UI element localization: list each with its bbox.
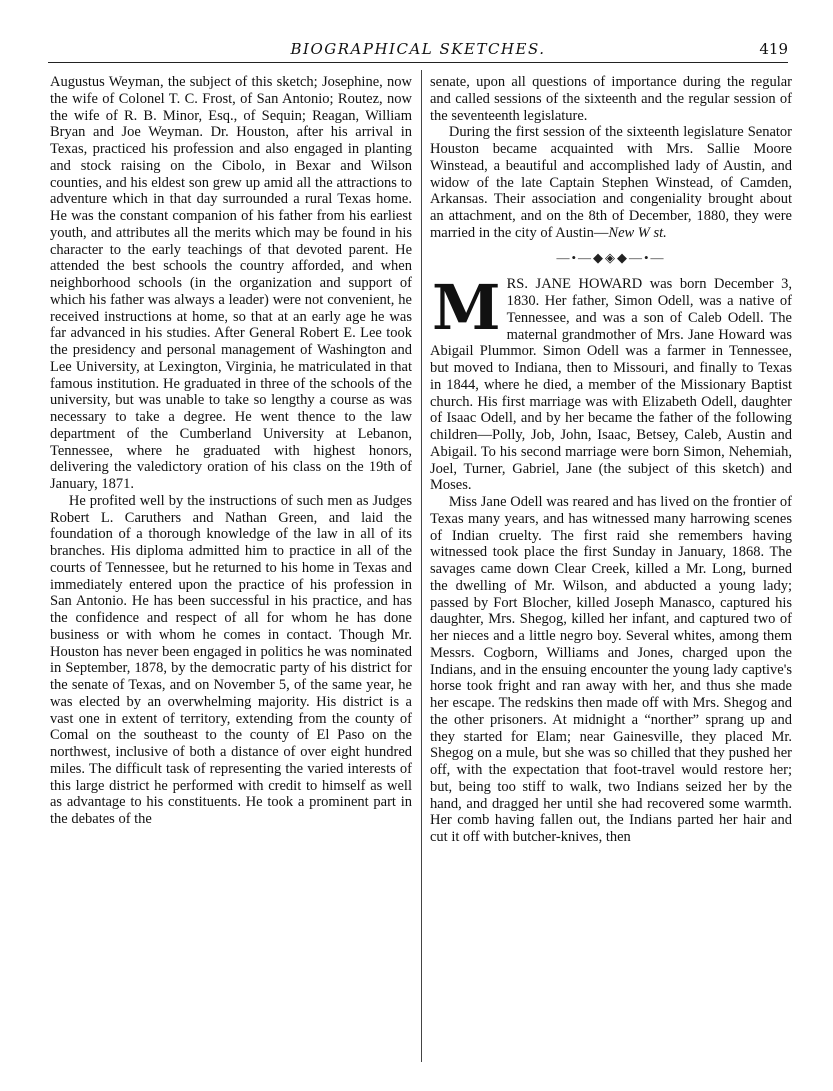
paragraph-houston-biography: Augustus Weyman, the subject of this sketch; Josephine, now the wife of Colonel T. C. Frost, of San Antonio; Routez, now the wife of R. B. Minor, Esq., of Sequin; Reagan, William Bryan and Joe Weyman. Dr. Houston, after his arrival in Texas, practiced his profession and also engaged in planting and stock raising on the Cibolo, in Bexar and Wilson counties, and his eldest son grew up amid all the attractions to adventure which in that day surrounded a rural Texas home. He was the constant companion of his father from his earliest youth, and attributes all the merits which may be found in his character to the early teachings of that devoted parent. He attended the best schools the country afforded, and when neighborhood schools (in the organization and support of which his father was always a leader) were not convenient, he received instructions at home, so that at an early age he was far advanced in his studies. After General Robert E. Lee took the presidency and personal management of Washington and Lee University, at Lexington, Virginia, he matriculated in that famous institution. He graduated in three of the schools of the university, but was unable to take so lengthy a course as was necessary to take a degree. He went thence to the law department of the Cumberland University at Lebanon, Tennessee, where he graduated with highest honors, delivering the valedictory oration of his class on the 19th of January, 1871.	[50, 74, 412, 492]
page-header	[48, 36, 788, 63]
jane-howard-intro-text: RS. JANE HOWARD was born December 3, 1830. Her father, Simon Odell, was a native of Tennessee, and was a son of Caleb Odell. The maternal grandmother of Mrs. Jane Howard was Abigail Plummor. Simon Odell was a farmer in Tennessee, but moved to Indiana, then to Missouri, and finally to Texas in 1844, where he died, a member of the Missionary Baptist church. His first marriage was with Elizabeth Odell, daughter of Isaac Odell, and by her became the father of the following children—Polly, Job, John, Isaac, Betsey, Caleb, Austin and Abigail. To his second marriage were born Simon, Nehemiah, Joel, Turner, Gabriel, Jane (the subject of this sketch) and Moses.	[430, 276, 792, 494]
left-column	[50, 74, 412, 828]
running-head: BIOGRAPHICAL SKETCHES.	[290, 40, 546, 58]
paragraph-senate-continuation: senate, upon all questions of importance during the regular and called sessions of the sixteenth and the regular session of the seventeenth legislature.	[430, 74, 792, 124]
right-column	[430, 74, 792, 846]
paragraph-houston-career: He profited well by the instructions of such men as Judges Robert L. Caruthers and Nathan Green, and laid the foundation of a thorough knowledge of the law in all of its branches. His diploma admitted him to practice in all of the courts of Tennessee, but he returned to his home in Texas and immediately entered upon the practice of his profession in San Antonio. He has been successful in his practice, and has the confidence and respect of all for whom he has done business or with whom he comes in contact. Though Mr. Houston has never been engaged in politics he was nominated in September, 1878, by the democratic party of his district for the senate of Texas, and on November 5, of the same year, he was elected by an overwhelming majority. His district is a vast one in extent of territory, extending from the county of Comal on the southeast to the county of El Paso on the northwest, inclusive of both a distance of over eight hundred miles. The difficult task of representing the varied interests of this large district he performed with credit to himself as well as advantage to his constituents. He took a prominent part in the debates of the	[50, 492, 412, 827]
paragraph-marriage	[430, 124, 792, 241]
author-signature: New W st.	[608, 224, 667, 241]
drop-cap-letter: M	[432, 271, 501, 345]
column-divider	[421, 70, 422, 1062]
paragraph-indian-raid: Miss Jane Odell was reared and has lived on the frontier of Texas many years, and has witnessed many harrowing scenes of Indian cruelty. The first raid she remembers having witnessed took place the first Sunday in January, 1868. The savages came down Clear Creek, killed a Mr. Long, burned the dwelling of Mr. Wilson, and abducted a young lady; passed by Fort Blocher, killed Joseph Manasco, captured his daughter, Mrs. Shegog, killed her infant, and captured two of her nieces and a little negro boy. Several whites, among them Messrs. Cogborn, Williams and Jones, charged upon the Indians, and in the ensuing encounter the young lady captive's horse took fright and ran away with her, and thus she made her escape. The redskins then made off with Mrs. Shegog and the other prisoners. At midnight a “norther” sprang up and they started for Elam; near Gainesville, they placed Mr. Shegog on a mule, but she was so chilled that they pushed her off, with the expectation that foot-travel would restore her; but, being too stiff to walk, two Indians seized her by the hand, and dragged her until she had recovered some warmth. Her comb having fallen out, the Indians parted her hair and cut it off with butcher-knives, then	[430, 494, 792, 845]
paragraph-jane-howard-intro	[430, 271, 792, 494]
page-number: 419	[759, 40, 788, 58]
section-ornament: —•—◆◈◆—•—	[556, 249, 666, 265]
marriage-text: During the first session of the sixteenth legislature Senator Houston became acquainted with Mrs. Sallie Moore Winstead, a beautiful and accomplished lady of Austin, and widow of the late Captain Stephen Winstead, of Camden, Arkansas. Their association and congeniality brought about an attachment, and on the 8th of December, 1880, they were married in the city of Austin—	[430, 124, 792, 241]
